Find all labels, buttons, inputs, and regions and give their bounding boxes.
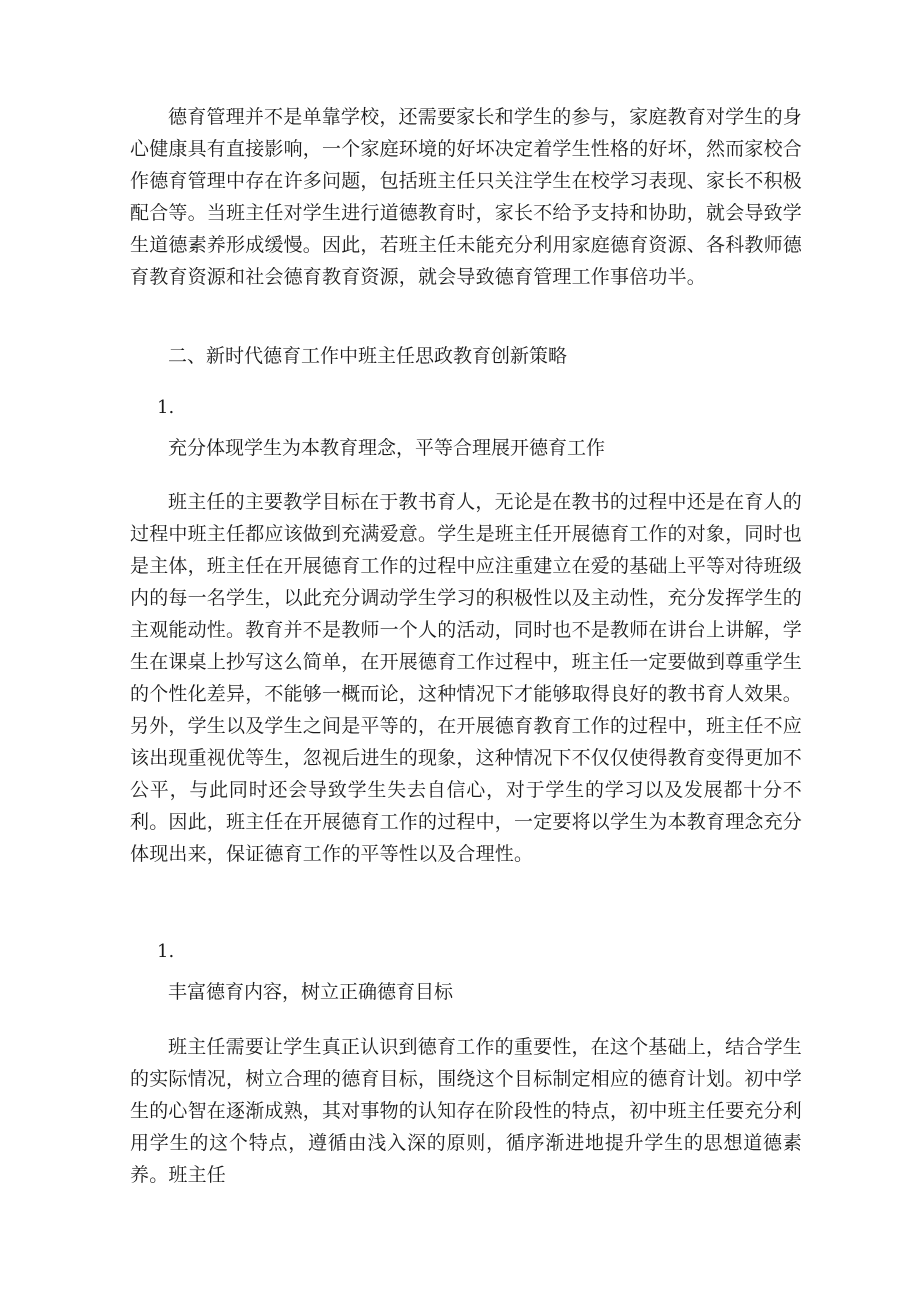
paragraph-student-centered: 班主任的主要教学目标在于教书育人，无论是在教书的过程中还是在育人的过程中班主任都应该做到充满爱意。学生是班主任开展德育工作的对象，同时也是主体，班主任在开展德育工作的过程中应注重建立在爱的基础上平等对待班级内的每一名学生，以此充分调动学生学习的积极性以及主动性，充分发挥学生的主观能动性。教育并不是教师一个人的活动，同时也不是教师在讲台上讲解，学生在课桌上抄写这么简单，在开展德育工作过程中，班主任一定要做到尊重学生的个性化差异，不能够一概而论，这种情况下才能够取得良好的教书育人效果。另外，学生以及学生之间是平等的，在开展德育教育工作的过程中，班主任不应该出现重视优等生，忽视后进生的现象，这种情况下不仅仅使得教育变得更加不公平，与此同时还会导致学生失去自信心，对于学生的学习以及发展都十分不利。因此，班主任在开展德育工作的过程中，一定要将以学生为本教育理念充分体现出来，保证德育工作的平等性以及合理性。 (130, 491, 803, 865)
list-number-1: 1. (157, 397, 175, 418)
paragraph-moral-goals: 班主任需要让学生真正认识到德育工作的重要性，在这个基础上，结合学生的实际情况，树立合理的德育目标，围绕这个目标制定相应的德育计划。初中学生的心智在逐渐成熟，其对事物的认知存在阶段性的特点，初中班主任要充分利用学生的这个特点，遵循由浅入深的原则，循序渐进地提升学生的思想道德素养。班主任 (130, 1036, 803, 1186)
list-number-2: 1. (157, 941, 175, 962)
subsection-title-moral-goals: 丰富德育内容，树立正确德育目标 (168, 981, 454, 1003)
paragraph-family-moral-education: 德育管理并不是单靠学校，还需要家长和学生的参与，家庭教育对学生的身心健康具有直接影响，一个家庭环境的好坏决定着学生性格的好坏，然而家校合作德育管理中存在许多问题，包括班主任只关注学生在校学习表现、家长不积极配合等。当班主任对学生进行道德教育时，家长不给予支持和协助，就会导致学生道德素养形成缓慢。因此，若班主任未能充分利用家庭德育资源、各科教师德育教育资源和社会德育教育资源，就会导致德育管理工作事倍功半。 (130, 106, 803, 288)
section-heading: 二、新时代德育工作中班主任思政教育创新策略 (168, 345, 568, 367)
subsection-title-student-centered: 充分体现学生为本教育理念，平等合理展开德育工作 (168, 437, 606, 459)
